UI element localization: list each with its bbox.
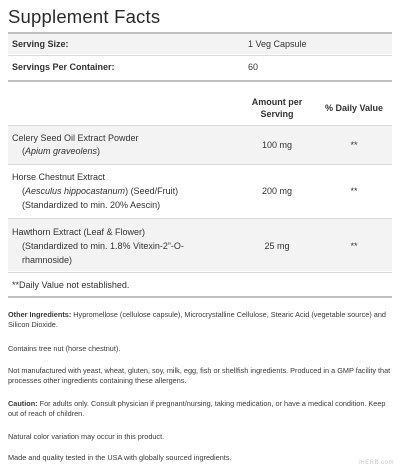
panel-title: Supplement Facts	[8, 6, 161, 27]
watermark: iHERB.com	[358, 460, 394, 466]
ingredient-standardization-cont: rhamnoside)	[22, 255, 73, 265]
ingredient-daily-value: **	[350, 241, 358, 251]
ingredient-standardization: (Standardized to min. 1.8% Vitexin-2”-O-	[22, 241, 184, 251]
amount-header-line1: Amount per	[251, 97, 303, 107]
ingredient-name: Celery Seed Oil Extract Powder	[12, 133, 139, 143]
ingredient-latin: (Aesculus hippocastanum) (Seed/Fruit)	[22, 186, 179, 196]
ingredient-name: Hawthorn Extract (Leaf & Flower)	[12, 227, 146, 237]
section-divider	[8, 80, 392, 82]
caution-note	[8, 399, 392, 420]
caution-text: For adults only. Consult physician if pregnant/nursing, taking medication, or have a medical condition. Keep out of reach of children.	[8, 399, 386, 419]
servings-per-container-label: Servings Per Container:	[12, 62, 115, 72]
other-ingredients	[8, 310, 392, 331]
ingredient-amount: 100 mg	[261, 140, 293, 150]
serving-size-label: Serving Size:	[12, 39, 69, 49]
ingredient-daily-value: **	[350, 186, 358, 196]
daily-value-header: % Daily Value	[324, 103, 384, 113]
tree-nut-note: Contains tree nut (horse chestnut).	[8, 344, 121, 353]
row-divider	[8, 164, 392, 165]
allergen-note: Not manufactured with yeast, wheat, gluten, soy, milk, egg, fish or shellfish ingredients. Produced in a GMP facility that processes other ingredients containing these allergens.	[8, 366, 391, 386]
color-variation-note: Natural color variation may occur in this product.	[8, 432, 165, 441]
serving-size-value: 1 Veg Capsule	[248, 39, 307, 49]
ingredient-amount: 200 mg	[261, 186, 293, 196]
row-divider	[8, 55, 392, 56]
ingredient-daily-value: **	[350, 140, 358, 150]
ingredient-amount: 25 mg	[264, 241, 290, 251]
section-divider	[8, 296, 392, 298]
daily-value-note: **Daily Value not established.	[12, 280, 130, 290]
ingredient-latin: (Apium graveolens)	[22, 146, 101, 156]
ingredient-standardization: (Standardized to min. 20% Aescin)	[22, 200, 161, 210]
caution-label: Caution:	[8, 399, 38, 408]
other-ingredients-label: Other Ingredients:	[8, 310, 72, 319]
other-ingredients-text: Hypromellose (cellulose capsule), Microcrystalline Cellulose, Stearic Acid (vegetable source) and Silicon Dioxide.	[8, 310, 386, 330]
amount-header-line2: Serving	[260, 109, 294, 119]
ingredient-name: Horse Chestnut Extract	[12, 172, 106, 182]
row-divider	[8, 272, 392, 273]
servings-per-container-value: 60	[248, 62, 259, 72]
quality-note: Made and quality tested in the USA with globally sourced ingredients.	[8, 453, 232, 462]
